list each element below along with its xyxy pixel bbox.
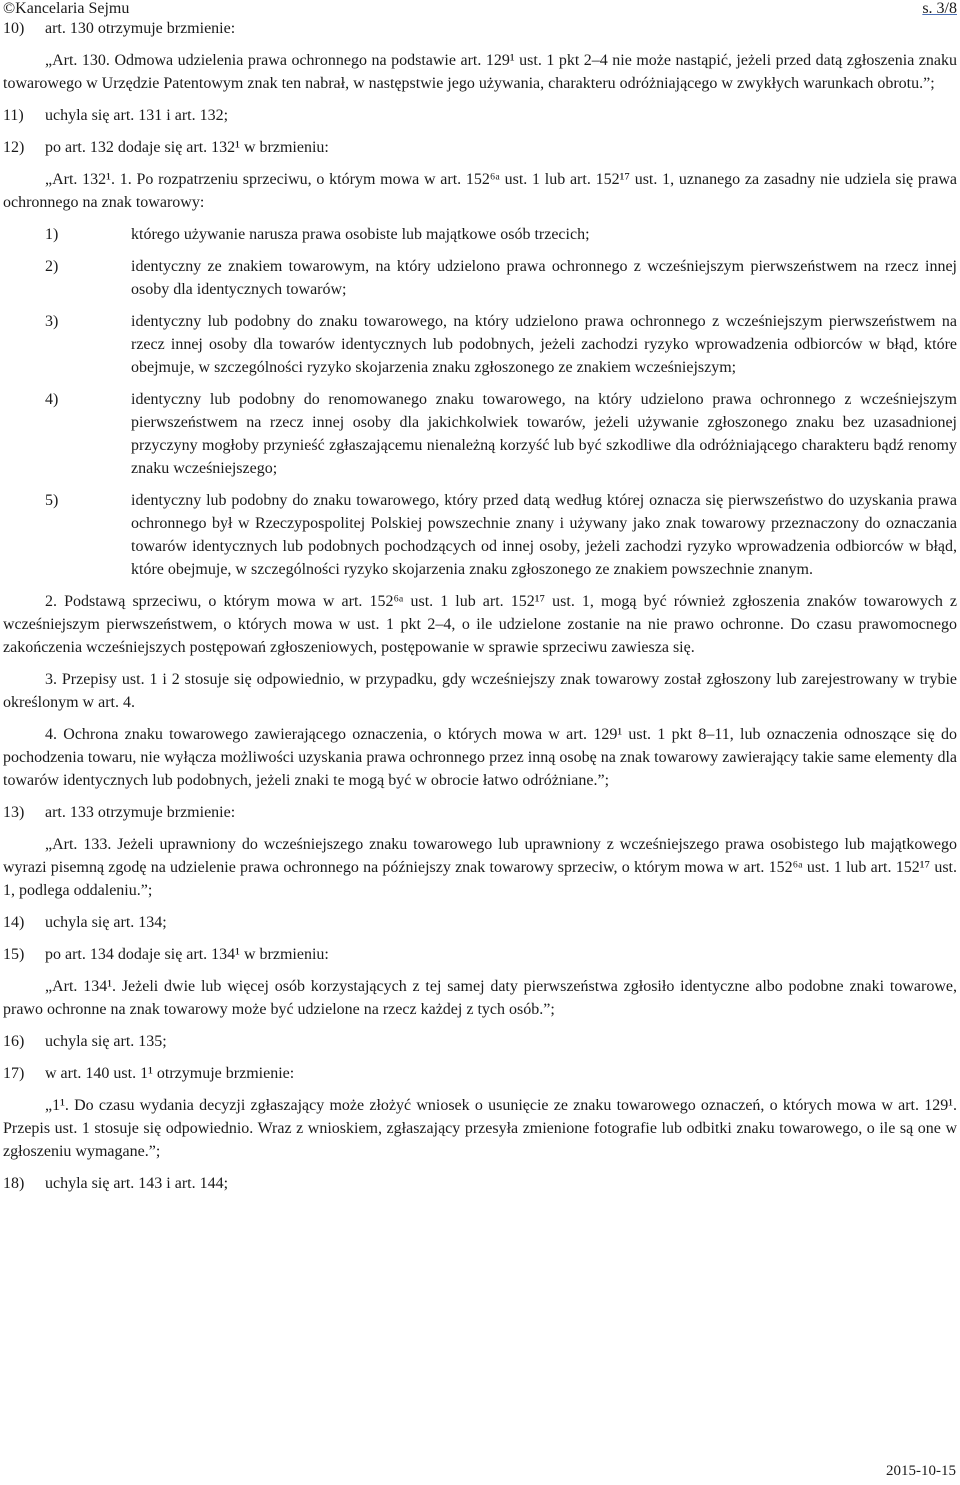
point-item bbox=[3, 489, 957, 581]
paragraph-ust-1-1: „1¹. Do czasu wydania decyzji zgłaszający może złożyć wniosek o usunięcie ze znaku towarowego oznaczeń, o których mowa w art. 129¹. Przepis ust. 1 stosuje się odpowiednio. Wraz z wnioskiem, zgłaszający przesyła zmienione fotografie lub odbitki znaku towarowego, o ile są one w zgłoszeniu wymagane.”; bbox=[3, 1097, 957, 1160]
point-number: 1) bbox=[45, 226, 59, 243]
item-text: uchyla się art. 131 i art. 132; bbox=[45, 107, 229, 124]
point-item bbox=[3, 310, 957, 379]
item-text: po art. 134 dodaje się art. 134¹ w brzmieniu: bbox=[45, 946, 329, 963]
item-text: art. 133 otrzymuje brzmienie: bbox=[45, 804, 236, 821]
list-item bbox=[3, 1172, 957, 1195]
item-text: uchyla się art. 134; bbox=[45, 914, 167, 931]
item-text: uchyla się art. 143 i art. 144; bbox=[45, 1175, 229, 1192]
list-item bbox=[3, 104, 957, 127]
article-132-1-intro: „Art. 132¹. 1. Po rozpatrzeniu sprzeciwu, o którym mowa w art. 152⁶ᵃ ust. 1 lub art. 152¹⁷ ust. 1, uznanego za zasadny nie udziela się prawa ochronnego na znak towarowy: bbox=[3, 171, 957, 211]
paragraph-ust-4: 4. Ochrona znaku towarowego zawierającego oznaczenia, o których mowa w art. 129¹ ust. 1 pkt 8–11, lub oznaczenia odnoszące się do pochodzenia towaru, nie wyłącza możliwości uzyskania prawa ochronnego przez inną osobę na znak towarowy zawierający takie same elementy dla towarów identycznych lub podobnych, jeżeli znaki te mogą być w obrocie łatwo odróżniane.”; bbox=[3, 726, 957, 789]
document-body bbox=[3, 17, 957, 1195]
point-item bbox=[3, 223, 957, 246]
list-item bbox=[3, 911, 957, 934]
point-item bbox=[3, 255, 957, 301]
points-list bbox=[3, 223, 957, 590]
article-130-text: „Art. 130. Odmowa udzielenia prawa ochronnego na podstawie art. 129¹ ust. 1 pkt 2–4 nie może nastąpić, jeżeli przed datą zgłoszenia znaku towarowego w Urzędzie Patentowym znak ten nabrał, w następstwie jego używania, charakteru odróżniającego w zwykłych warunkach obrotu.”; bbox=[3, 52, 957, 92]
item-number: 12) bbox=[3, 139, 25, 156]
source-label: ©Kancelaria Sejmu bbox=[3, 0, 130, 17]
paragraph-ust-2: 2. Podstawą sprzeciwu, o którym mowa w art. 152⁶ᵃ ust. 1 lub art. 152¹⁷ ust. 1, mogą być również zgłoszenia znaków towarowych z wcześniejszym pierwszeństwem, o których mowa w ust. 1 pkt 2–4, o ile udzielone zostanie na nie prawo ochronne. Do czasu prawomocnego zakończenia wcześniejszych postępowań zgłoszeniowych, postępowanie w sprawie sprzeciwu zawiesza się. bbox=[3, 593, 957, 656]
page-number: s. 3/8 bbox=[922, 0, 957, 17]
document-date: 2015-10-15 bbox=[886, 1463, 956, 1479]
point-text: identyczny ze znakiem towarowym, na który udzielono prawa ochronnego z wcześniejszym pierwszeństwem na rzecz innej osoby dla identycznych towarów; bbox=[131, 258, 957, 298]
item-number: 16) bbox=[3, 1033, 25, 1050]
list-item bbox=[3, 17, 957, 40]
list-item bbox=[3, 1062, 957, 1085]
point-number: 4) bbox=[45, 391, 59, 408]
item-number: 14) bbox=[3, 914, 25, 931]
article-133-text: „Art. 133. Jeżeli uprawniony do wcześniejszego znaku towarowego lub uprawniony z wcześniejszego prawa osobistego lub majątkowego wyrazi pisemną zgodę na udzielenie prawa ochronnego na późniejszy znak towarowy sprzeciw, o którym mowa w art. 152⁶ᵃ ust. 1 lub art. 152¹⁷ ust. 1, podlega oddaleniu.”; bbox=[3, 836, 957, 899]
item-number: 10) bbox=[3, 20, 25, 37]
point-number: 5) bbox=[45, 492, 59, 509]
item-number: 13) bbox=[3, 804, 25, 821]
list-item bbox=[3, 136, 957, 159]
item-number: 11) bbox=[3, 107, 24, 124]
point-item bbox=[3, 388, 957, 480]
list-item bbox=[3, 943, 957, 966]
point-number: 3) bbox=[45, 313, 59, 330]
item-number: 17) bbox=[3, 1065, 25, 1082]
paragraph-ust-3: 3. Przepisy ust. 1 i 2 stosuje się odpowiednio, w przypadku, gdy wcześniejszy znak towarowy został zgłoszony lub zarejestrowany w trybie określonym w art. 4. bbox=[3, 671, 957, 711]
item-text: w art. 140 ust. 1¹ otrzymuje brzmienie: bbox=[45, 1065, 295, 1082]
point-text: którego używanie narusza prawa osobiste lub majątkowe osób trzecich; bbox=[131, 226, 590, 243]
item-number: 15) bbox=[3, 946, 25, 963]
item-number: 18) bbox=[3, 1175, 25, 1192]
point-text: identyczny lub podobny do renomowanego znaku towarowego, na który udzielono prawa ochronnego z wcześniejszym pierwszeństwem na rzecz innej osoby dla jakichkolwiek towarów, jeżeli używanie zgłoszonego znaku bez uzasadnionej przyczyny mogłoby przynieść zgłaszającemu nienależną korzyść lub być szkodliwe dla odróżniającego charakteru bądź renomy znaku wcześniejszego; bbox=[131, 391, 957, 477]
point-number: 2) bbox=[45, 258, 59, 275]
item-text: uchyla się art. 135; bbox=[45, 1033, 167, 1050]
item-text: art. 130 otrzymuje brzmienie: bbox=[45, 20, 236, 37]
page-header bbox=[3, 0, 957, 18]
article-134-1-text: „Art. 134¹. Jeżeli dwie lub więcej osób korzystających z tej samej daty pierwszeństwa zgłosiło identyczne albo podobne znaki towarowe, prawo ochronne na znak towarowy może być udzielone na rzecz każdej z tych osób.”; bbox=[3, 978, 957, 1018]
item-text: po art. 132 dodaje się art. 132¹ w brzmieniu: bbox=[45, 139, 329, 156]
point-text: identyczny lub podobny do znaku towarowego, na który udzielono prawa ochronnego z wcześniejszym pierwszeństwem na rzecz innej osoby dla towarów identycznych lub podobnych, jeżeli zachodzi ryzyko wprowadzenia odbiorców w błąd, które obejmuje, w szczególności ryzyko skojarzenia znaku zgłoszonego ze znakiem wcześniejszym; bbox=[131, 313, 957, 376]
list-item bbox=[3, 801, 957, 824]
list-item bbox=[3, 1030, 957, 1053]
point-text: identyczny lub podobny do znaku towarowego, który przed datą według której oznacza się pierwszeństwo do uzyskania prawa ochronnego był w Rzeczypospolitej Polskiej powszechnie znany i używany jako znak towarowy przeznaczony do oznaczania towarów identycznych lub podobnych pochodzących od innej osoby, jeżeli zachodzi ryzyko wprowadzenia odbiorców w błąd, które obejmuje, w szczególności ryzyko skojarzenia znaku zgłoszonego ze znakiem powszechnie znanym. bbox=[131, 492, 957, 578]
